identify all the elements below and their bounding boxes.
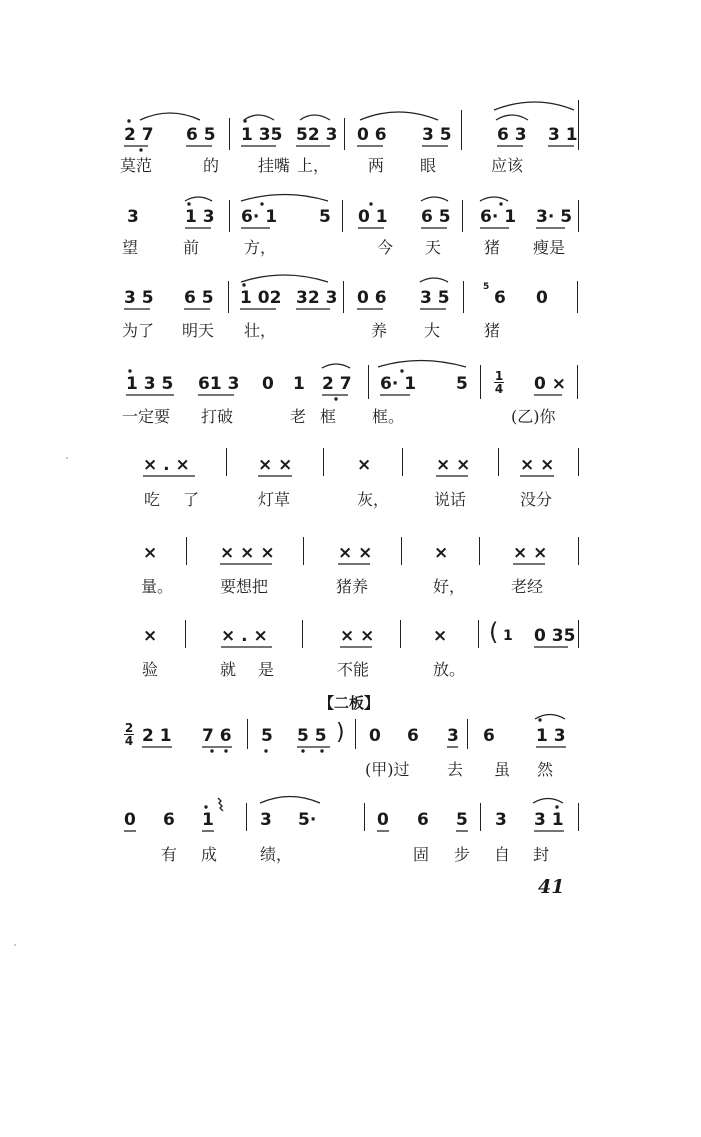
note-group: 3 <box>447 726 459 746</box>
note-group: 1 3 <box>185 207 215 227</box>
lyric: 灰， <box>357 490 390 509</box>
note-group: × <box>433 626 448 646</box>
note-group: 1 3 <box>536 726 566 746</box>
lyric: 两 <box>368 156 385 175</box>
octave-dot <box>538 718 541 721</box>
note-group: 1 02 <box>240 288 282 308</box>
slur-mark <box>185 197 212 201</box>
lyric: 自 <box>494 845 511 864</box>
note-group: 6 <box>417 810 429 830</box>
lyric: 老经 <box>511 577 544 596</box>
note-group: 0 35 <box>534 626 576 646</box>
slur-mark <box>533 799 563 804</box>
lyric: 天 <box>425 238 442 257</box>
note-group: 0 × <box>534 374 566 394</box>
slur-mark <box>260 797 320 804</box>
note-group: × × <box>520 455 555 475</box>
note-group: 6 5 <box>421 207 451 227</box>
lyric: 一定要 <box>122 407 171 426</box>
note-group: 3 5 <box>124 288 154 308</box>
lyric: 封 <box>533 845 550 864</box>
slur-mark <box>494 102 574 110</box>
time-sig-bottom: 4 <box>494 382 504 396</box>
lyric: 量。 <box>141 577 174 596</box>
lyric: 框 <box>320 407 337 426</box>
slur-mark <box>378 361 466 368</box>
octave-dot <box>127 119 130 122</box>
note-group: 61 3 <box>198 374 240 394</box>
lyric: 说话 <box>434 490 467 509</box>
lyric: 就 <box>220 660 237 679</box>
slur-mark <box>300 115 330 120</box>
lyric: 猪养 <box>336 577 369 596</box>
octave-dot <box>369 202 372 205</box>
low-octave-dot <box>301 749 304 752</box>
low-octave-dot <box>210 749 213 752</box>
lyric: 上， <box>297 156 330 175</box>
octave-dot <box>260 202 263 205</box>
low-octave-dot <box>139 148 142 151</box>
time-sig-top: 2 <box>124 721 134 735</box>
page-speck <box>14 944 16 946</box>
note-group: 5 <box>261 726 273 746</box>
note-group: 2 7 <box>322 374 352 394</box>
note-group: 5· <box>298 810 317 830</box>
lyric: 虽 <box>494 760 511 779</box>
note-group: × × × <box>220 543 275 563</box>
note-group: 3· 5 <box>536 207 573 227</box>
lyric: 望 <box>122 238 139 257</box>
note-group: 0 <box>369 726 381 746</box>
note-group: 0 <box>124 810 136 830</box>
note-group: × <box>357 455 372 475</box>
note-group: 52 3 <box>296 125 338 145</box>
note-group: × × <box>436 455 471 475</box>
lyric: 养 <box>371 321 388 340</box>
lyric: 猪 <box>484 321 501 340</box>
note-group: 1 <box>503 628 513 644</box>
low-octave-dot <box>264 749 267 752</box>
lyric: 固 <box>413 845 430 864</box>
low-octave-dot <box>224 749 227 752</box>
lyric: 是 <box>258 660 275 679</box>
note-group: 2 7 <box>124 125 154 145</box>
lyric: 框。 <box>372 407 405 426</box>
lyric: 瘦是 <box>533 238 566 257</box>
note-group: 5 <box>456 374 468 394</box>
octave-dot <box>242 283 245 286</box>
note-group: 6 <box>407 726 419 746</box>
lyric: (乙)你 <box>511 407 556 426</box>
note-group: × <box>434 543 449 563</box>
lyric: 成 <box>201 845 218 864</box>
note-group: 6 5 <box>186 125 216 145</box>
note-group: × × <box>258 455 293 475</box>
lyric: 要想把 <box>220 577 269 596</box>
note-group: 3 <box>127 207 139 227</box>
lyric: 有 <box>161 845 178 864</box>
ornament-mark <box>218 798 223 811</box>
octave-dot <box>187 202 190 205</box>
note-group: 1 <box>293 374 305 394</box>
octave-dot <box>204 805 207 808</box>
slur-mark <box>480 197 508 201</box>
lyric: 壮， <box>244 321 277 340</box>
note-group: 2 1 <box>142 726 172 746</box>
lyric: 吃 <box>144 490 161 509</box>
lyric: 眼 <box>420 156 437 175</box>
note-group: 5 <box>456 810 468 830</box>
note-group: 6 <box>163 810 175 830</box>
lyric: 方， <box>244 238 277 257</box>
open-paren: ( <box>489 618 499 646</box>
slur-mark <box>140 113 200 120</box>
lyric: 了 <box>183 490 200 509</box>
lyric: 挂嘴 <box>258 156 291 175</box>
note-group: 0 1 <box>358 207 388 227</box>
note-group: 5 <box>319 207 331 227</box>
lyric: 放。 <box>433 660 466 679</box>
note-group: 1 35 <box>241 125 283 145</box>
lyric: (甲)过 <box>365 760 410 779</box>
low-octave-dot <box>334 397 337 400</box>
lyric: 莫范 <box>120 156 153 175</box>
slur-mark <box>535 715 565 720</box>
note-group: 0 6 <box>357 125 387 145</box>
lyric: 然 <box>537 760 554 779</box>
time-sig-bottom: 4 <box>124 734 134 748</box>
note-group: 6· 1 <box>380 374 417 394</box>
lyric: 今 <box>377 238 394 257</box>
slur-mark <box>322 364 350 368</box>
note-group: 3 5 <box>420 288 450 308</box>
note-group: 0 <box>377 810 389 830</box>
slur-mark <box>496 115 528 120</box>
lyric: 前 <box>183 238 200 257</box>
lyric: 步 <box>454 845 471 864</box>
lyric: 明天 <box>182 321 215 340</box>
note-group: 6 <box>494 288 506 308</box>
octave-dot <box>128 369 131 372</box>
lyric: 绩， <box>260 845 293 864</box>
lyric: 猪 <box>484 238 501 257</box>
note-group: 0 <box>262 374 274 394</box>
lyric: 为了 <box>122 321 155 340</box>
lyric: 去 <box>447 760 464 779</box>
note-group: × <box>143 543 158 563</box>
note-group: 32 3 <box>296 288 338 308</box>
octave-dot <box>555 805 558 808</box>
note-group: × × <box>340 626 375 646</box>
note-group: × <box>143 626 158 646</box>
page-speck <box>66 457 68 459</box>
note-group: 6· 1 <box>480 207 517 227</box>
note-group: 1 <box>202 810 214 830</box>
lyric: 老 <box>290 407 307 426</box>
note-group: × . × <box>143 455 190 475</box>
note-group: 0 6 <box>357 288 387 308</box>
note-group: 3 1 <box>548 125 578 145</box>
note-group: 3 1 <box>534 810 564 830</box>
low-octave-dot <box>320 749 323 752</box>
note-group: 6 <box>483 726 495 746</box>
time-sig-top: 1 <box>494 369 504 383</box>
slur-mark <box>241 195 328 202</box>
lyric: 没分 <box>520 490 553 509</box>
octave-dot <box>243 119 246 122</box>
lyric: 大 <box>424 321 441 340</box>
lyric: 验 <box>142 660 159 679</box>
close-paren: ) <box>336 720 345 745</box>
note-group: 1 3 5 <box>126 374 174 394</box>
slur-mark <box>241 275 328 282</box>
lyric: 打破 <box>201 407 234 426</box>
slur-mark <box>421 197 448 201</box>
note-group: × × <box>513 543 548 563</box>
lyric: 好， <box>433 577 466 596</box>
lyric: 不能 <box>337 660 370 679</box>
note-group: 3 <box>495 810 507 830</box>
note-group: 3 5 <box>422 125 452 145</box>
page-number: 41 <box>538 876 565 898</box>
lyric: 灯草 <box>258 490 291 509</box>
note-group: × . × <box>221 626 268 646</box>
grace-note: 5 <box>483 282 490 292</box>
note-group: 5 5 <box>297 726 327 746</box>
note-group: 6 3 <box>497 125 527 145</box>
slur-mark <box>360 112 438 120</box>
note-group: 6 5 <box>184 288 214 308</box>
lyric: 应该 <box>491 156 524 175</box>
note-group: 7 6 <box>202 726 232 746</box>
note-group: 3 <box>260 810 272 830</box>
octave-dot <box>400 369 403 372</box>
lyric: 的 <box>203 156 220 175</box>
note-group: × × <box>338 543 373 563</box>
section-heading: 【二板】 <box>319 694 380 712</box>
octave-dot <box>499 202 502 205</box>
slur-mark <box>420 278 448 282</box>
slur-mark <box>244 115 274 120</box>
note-group: 6· 1 <box>241 207 278 227</box>
note-group: 0 <box>536 288 548 308</box>
